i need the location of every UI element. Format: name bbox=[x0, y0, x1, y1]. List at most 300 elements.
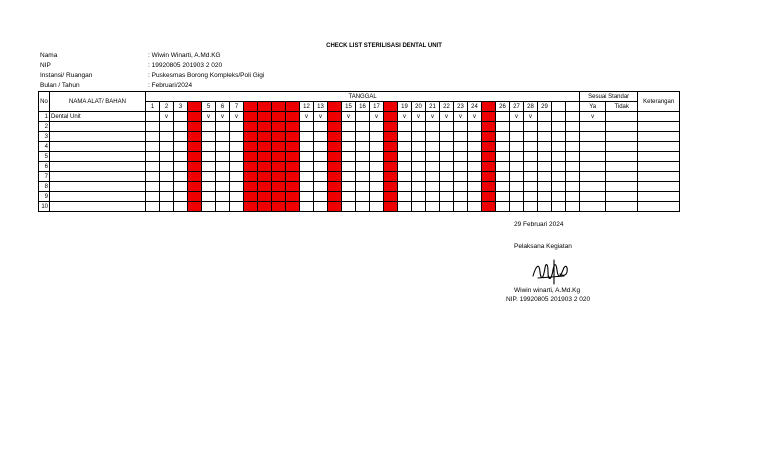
table-row bbox=[39, 112, 680, 122]
check-cell bbox=[202, 132, 216, 142]
check-cell bbox=[356, 182, 370, 192]
check-cell bbox=[216, 132, 230, 142]
check-cell bbox=[286, 192, 300, 202]
check-cell bbox=[160, 192, 174, 202]
check-cell bbox=[454, 162, 468, 172]
check-cell bbox=[454, 152, 468, 162]
check-cell bbox=[258, 162, 272, 172]
check-cell bbox=[538, 192, 552, 202]
check-cell bbox=[342, 152, 356, 162]
check-cell bbox=[398, 202, 412, 212]
check-cell bbox=[146, 112, 160, 122]
check-cell bbox=[314, 182, 328, 192]
check-cell bbox=[510, 142, 524, 152]
table-row bbox=[39, 182, 680, 192]
header-row-top bbox=[39, 92, 680, 102]
check-cell bbox=[398, 172, 412, 182]
check-cell bbox=[496, 172, 510, 182]
check-cell bbox=[496, 132, 510, 142]
check-cell bbox=[160, 202, 174, 212]
check-cell bbox=[202, 162, 216, 172]
check-cell bbox=[160, 162, 174, 172]
check-cell bbox=[230, 182, 244, 192]
ya-cell bbox=[580, 162, 606, 172]
check-cell bbox=[538, 142, 552, 152]
check-cell bbox=[370, 132, 384, 142]
day-header: 17 bbox=[370, 102, 384, 112]
check-cell: v bbox=[398, 112, 412, 122]
check-cell bbox=[454, 122, 468, 132]
check-cell bbox=[328, 132, 342, 142]
check-cell bbox=[160, 152, 174, 162]
check-cell bbox=[202, 192, 216, 202]
check-cell bbox=[146, 142, 160, 152]
day-header: 28 bbox=[524, 102, 538, 112]
check-cell bbox=[300, 182, 314, 192]
check-cell bbox=[468, 162, 482, 172]
check-cell bbox=[482, 192, 496, 202]
check-cell bbox=[482, 202, 496, 212]
check-cell bbox=[356, 132, 370, 142]
check-cell bbox=[146, 192, 160, 202]
check-cell bbox=[188, 162, 202, 172]
signature-scribble bbox=[530, 258, 574, 286]
check-cell bbox=[426, 152, 440, 162]
check-cell bbox=[300, 192, 314, 202]
check-cell bbox=[440, 192, 454, 202]
row-number: 5 bbox=[39, 152, 50, 162]
check-cell bbox=[314, 122, 328, 132]
keterangan-cell bbox=[638, 142, 680, 152]
check-cell bbox=[230, 122, 244, 132]
check-cell bbox=[496, 182, 510, 192]
check-cell: v bbox=[314, 112, 328, 122]
check-cell bbox=[510, 202, 524, 212]
check-cell bbox=[244, 122, 258, 132]
check-cell bbox=[482, 182, 496, 192]
table-row bbox=[39, 152, 680, 162]
check-cell bbox=[552, 192, 566, 202]
info-value: : Wiwin Winarti, A.Md.KG bbox=[148, 52, 221, 59]
check-cell bbox=[286, 162, 300, 172]
check-cell bbox=[412, 182, 426, 192]
check-cell bbox=[384, 122, 398, 132]
check-cell bbox=[342, 132, 356, 142]
check-cell bbox=[272, 152, 286, 162]
ya-cell bbox=[580, 192, 606, 202]
row-number: 10 bbox=[39, 202, 50, 212]
check-cell bbox=[384, 172, 398, 182]
check-cell bbox=[188, 122, 202, 132]
check-cell bbox=[426, 122, 440, 132]
tidak-cell bbox=[606, 162, 638, 172]
check-cell bbox=[412, 152, 426, 162]
tidak-cell bbox=[606, 132, 638, 142]
check-cell bbox=[356, 172, 370, 182]
check-cell bbox=[188, 172, 202, 182]
tidak-cell bbox=[606, 192, 638, 202]
check-cell bbox=[356, 202, 370, 212]
check-cell bbox=[174, 182, 188, 192]
check-cell bbox=[202, 142, 216, 152]
check-cell bbox=[384, 162, 398, 172]
info-row-nip bbox=[40, 61, 264, 71]
check-cell bbox=[356, 122, 370, 132]
table-row bbox=[39, 162, 680, 172]
check-cell bbox=[188, 182, 202, 192]
check-cell bbox=[496, 142, 510, 152]
check-cell: v bbox=[454, 112, 468, 122]
check-cell bbox=[524, 182, 538, 192]
check-cell bbox=[174, 132, 188, 142]
check-cell bbox=[440, 172, 454, 182]
check-cell: v bbox=[300, 112, 314, 122]
check-cell bbox=[538, 162, 552, 172]
check-cell bbox=[244, 182, 258, 192]
row-item-name bbox=[50, 182, 146, 192]
check-cell bbox=[174, 112, 188, 122]
info-block bbox=[40, 51, 264, 91]
check-cell bbox=[146, 182, 160, 192]
ya-cell bbox=[580, 132, 606, 142]
check-cell bbox=[342, 192, 356, 202]
ya-cell: v bbox=[580, 112, 606, 122]
info-label: Bulan / Tahun bbox=[40, 82, 80, 89]
day-header: 22 bbox=[440, 102, 454, 112]
check-cell bbox=[468, 122, 482, 132]
check-cell bbox=[188, 152, 202, 162]
check-cell bbox=[342, 202, 356, 212]
check-cell bbox=[468, 132, 482, 142]
check-cell: v bbox=[342, 112, 356, 122]
info-label: Nama bbox=[40, 52, 58, 59]
day-header: 27 bbox=[510, 102, 524, 112]
check-cell bbox=[370, 122, 384, 132]
check-cell bbox=[370, 202, 384, 212]
check-cell bbox=[370, 162, 384, 172]
signature-name: Wiwin winarti, A.Md.Kg bbox=[514, 287, 581, 294]
check-cell bbox=[510, 162, 524, 172]
check-cell bbox=[398, 192, 412, 202]
row-number: 8 bbox=[39, 182, 50, 192]
check-cell bbox=[496, 112, 510, 122]
check-cell bbox=[384, 182, 398, 192]
check-cell bbox=[188, 202, 202, 212]
check-cell bbox=[188, 142, 202, 152]
check-cell bbox=[174, 152, 188, 162]
check-cell: v bbox=[510, 112, 524, 122]
info-value: : 19920805 201903 2 020 bbox=[148, 62, 223, 69]
check-cell bbox=[216, 122, 230, 132]
ya-cell bbox=[580, 172, 606, 182]
check-cell bbox=[524, 202, 538, 212]
check-cell bbox=[384, 142, 398, 152]
check-cell bbox=[202, 122, 216, 132]
check-cell bbox=[454, 132, 468, 142]
day-header: 7 bbox=[230, 102, 244, 112]
check-cell bbox=[426, 192, 440, 202]
check-cell bbox=[202, 152, 216, 162]
day-header: 3 bbox=[174, 102, 188, 112]
check-cell bbox=[160, 132, 174, 142]
check-cell bbox=[426, 202, 440, 212]
check-cell bbox=[328, 192, 342, 202]
tidak-cell bbox=[606, 172, 638, 182]
header-sesuai-standar: Sesuai Standar bbox=[580, 92, 638, 102]
check-cell bbox=[566, 112, 580, 122]
check-cell bbox=[300, 142, 314, 152]
check-cell bbox=[524, 192, 538, 202]
check-cell bbox=[426, 142, 440, 152]
day-header bbox=[482, 102, 496, 112]
check-cell bbox=[342, 122, 356, 132]
checklist-table bbox=[38, 91, 680, 212]
check-cell bbox=[272, 122, 286, 132]
keterangan-cell bbox=[638, 182, 680, 192]
check-cell bbox=[272, 172, 286, 182]
day-header bbox=[258, 102, 272, 112]
row-number: 1 bbox=[39, 112, 50, 122]
day-header: 24 bbox=[468, 102, 482, 112]
check-cell bbox=[160, 172, 174, 182]
check-cell bbox=[566, 142, 580, 152]
check-cell bbox=[510, 132, 524, 142]
check-cell bbox=[258, 182, 272, 192]
day-header bbox=[188, 102, 202, 112]
check-cell bbox=[538, 152, 552, 162]
check-cell bbox=[370, 142, 384, 152]
check-cell bbox=[398, 152, 412, 162]
check-cell bbox=[566, 182, 580, 192]
check-cell bbox=[258, 172, 272, 182]
check-cell bbox=[468, 192, 482, 202]
day-header bbox=[384, 102, 398, 112]
check-cell bbox=[314, 152, 328, 162]
check-cell bbox=[314, 192, 328, 202]
check-cell bbox=[244, 132, 258, 142]
check-cell bbox=[468, 152, 482, 162]
check-cell bbox=[482, 172, 496, 182]
check-cell bbox=[314, 202, 328, 212]
check-cell bbox=[566, 202, 580, 212]
check-cell bbox=[440, 122, 454, 132]
row-item-name bbox=[50, 122, 146, 132]
check-cell bbox=[216, 162, 230, 172]
check-cell bbox=[398, 132, 412, 142]
check-cell bbox=[244, 152, 258, 162]
check-cell bbox=[538, 132, 552, 142]
check-cell bbox=[342, 182, 356, 192]
check-cell bbox=[146, 162, 160, 172]
row-number: 7 bbox=[39, 172, 50, 182]
check-cell bbox=[244, 172, 258, 182]
check-cell bbox=[566, 132, 580, 142]
header-name: NAMA ALAT/ BAHAN bbox=[50, 92, 146, 112]
day-header: 2 bbox=[160, 102, 174, 112]
check-cell bbox=[356, 192, 370, 202]
row-number: 9 bbox=[39, 192, 50, 202]
check-cell bbox=[510, 152, 524, 162]
check-cell bbox=[426, 162, 440, 172]
check-cell: v bbox=[202, 112, 216, 122]
check-cell bbox=[202, 202, 216, 212]
check-cell bbox=[286, 202, 300, 212]
check-cell: v bbox=[370, 112, 384, 122]
row-item-name bbox=[50, 152, 146, 162]
check-cell bbox=[412, 192, 426, 202]
check-cell bbox=[454, 142, 468, 152]
check-cell bbox=[230, 142, 244, 152]
header-keterangan: Keterangan bbox=[638, 92, 680, 112]
check-cell bbox=[328, 142, 342, 152]
tidak-cell bbox=[606, 122, 638, 132]
check-cell bbox=[286, 152, 300, 162]
info-label: Instansi/ Ruangan bbox=[40, 72, 93, 79]
keterangan-cell bbox=[638, 162, 680, 172]
check-cell bbox=[524, 122, 538, 132]
ya-cell bbox=[580, 202, 606, 212]
check-cell bbox=[216, 172, 230, 182]
ya-cell bbox=[580, 182, 606, 192]
check-cell bbox=[412, 142, 426, 152]
check-cell bbox=[258, 132, 272, 142]
check-cell bbox=[300, 152, 314, 162]
day-header: 6 bbox=[216, 102, 230, 112]
check-cell bbox=[272, 132, 286, 142]
check-cell bbox=[314, 132, 328, 142]
check-cell bbox=[314, 142, 328, 152]
check-cell bbox=[510, 122, 524, 132]
check-cell bbox=[412, 132, 426, 142]
check-cell bbox=[440, 132, 454, 142]
check-cell bbox=[468, 142, 482, 152]
check-cell bbox=[552, 202, 566, 212]
row-item-name bbox=[50, 192, 146, 202]
check-cell bbox=[356, 162, 370, 172]
check-cell bbox=[272, 112, 286, 122]
check-cell: v bbox=[216, 112, 230, 122]
check-cell bbox=[384, 152, 398, 162]
check-cell bbox=[174, 142, 188, 152]
info-row-instansi bbox=[40, 71, 264, 81]
tidak-cell bbox=[606, 142, 638, 152]
check-cell bbox=[230, 162, 244, 172]
keterangan-cell bbox=[638, 202, 680, 212]
check-cell bbox=[482, 132, 496, 142]
check-cell bbox=[468, 182, 482, 192]
check-cell bbox=[440, 162, 454, 172]
check-cell bbox=[496, 202, 510, 212]
check-cell bbox=[342, 172, 356, 182]
check-cell bbox=[286, 122, 300, 132]
check-cell bbox=[566, 172, 580, 182]
check-cell bbox=[398, 142, 412, 152]
check-cell bbox=[524, 172, 538, 182]
check-cell bbox=[272, 142, 286, 152]
check-cell bbox=[174, 172, 188, 182]
signature-nip: NIP. 19920805 201903 2 020 bbox=[506, 296, 591, 303]
check-cell bbox=[552, 172, 566, 182]
table-row bbox=[39, 202, 680, 212]
check-cell bbox=[482, 122, 496, 132]
check-cell bbox=[566, 162, 580, 172]
check-cell bbox=[286, 182, 300, 192]
check-cell bbox=[216, 152, 230, 162]
check-cell: v bbox=[440, 112, 454, 122]
check-cell: v bbox=[524, 112, 538, 122]
check-cell bbox=[454, 202, 468, 212]
keterangan-cell bbox=[638, 112, 680, 122]
check-cell bbox=[412, 202, 426, 212]
check-cell bbox=[300, 172, 314, 182]
ya-cell bbox=[580, 142, 606, 152]
header-no: No bbox=[39, 92, 50, 112]
check-cell bbox=[328, 202, 342, 212]
check-cell bbox=[244, 162, 258, 172]
check-cell bbox=[328, 162, 342, 172]
check-cell bbox=[398, 162, 412, 172]
check-cell bbox=[552, 162, 566, 172]
check-cell bbox=[286, 112, 300, 122]
check-cell bbox=[440, 202, 454, 212]
row-item-name: Dental Unit bbox=[50, 112, 146, 122]
check-cell bbox=[160, 142, 174, 152]
check-cell bbox=[538, 112, 552, 122]
check-cell bbox=[174, 122, 188, 132]
check-cell bbox=[300, 202, 314, 212]
check-cell bbox=[314, 172, 328, 182]
check-cell bbox=[356, 112, 370, 122]
check-cell bbox=[174, 202, 188, 212]
day-header: 13 bbox=[314, 102, 328, 112]
check-cell bbox=[552, 152, 566, 162]
check-cell bbox=[538, 122, 552, 132]
row-item-name bbox=[50, 132, 146, 142]
table-row bbox=[39, 192, 680, 202]
check-cell bbox=[230, 132, 244, 142]
day-header bbox=[286, 102, 300, 112]
check-cell bbox=[524, 142, 538, 152]
tidak-cell bbox=[606, 152, 638, 162]
check-cell bbox=[426, 132, 440, 142]
signature-date: 29 Februari 2024 bbox=[514, 221, 564, 228]
day-header bbox=[552, 102, 566, 112]
check-cell bbox=[188, 132, 202, 142]
keterangan-cell bbox=[638, 192, 680, 202]
day-header: 21 bbox=[426, 102, 440, 112]
check-cell bbox=[440, 182, 454, 192]
check-cell bbox=[244, 192, 258, 202]
check-cell bbox=[328, 152, 342, 162]
check-cell bbox=[566, 122, 580, 132]
check-cell bbox=[440, 152, 454, 162]
check-cell bbox=[496, 192, 510, 202]
check-cell bbox=[510, 192, 524, 202]
info-row-nama bbox=[40, 51, 264, 61]
row-item-name bbox=[50, 172, 146, 182]
check-cell bbox=[468, 202, 482, 212]
check-cell bbox=[412, 122, 426, 132]
check-cell bbox=[342, 162, 356, 172]
check-cell bbox=[552, 122, 566, 132]
check-cell bbox=[524, 162, 538, 172]
check-cell bbox=[258, 152, 272, 162]
check-cell bbox=[524, 132, 538, 142]
check-cell bbox=[314, 162, 328, 172]
day-header: 26 bbox=[496, 102, 510, 112]
row-number: 2 bbox=[39, 122, 50, 132]
check-cell bbox=[538, 182, 552, 192]
